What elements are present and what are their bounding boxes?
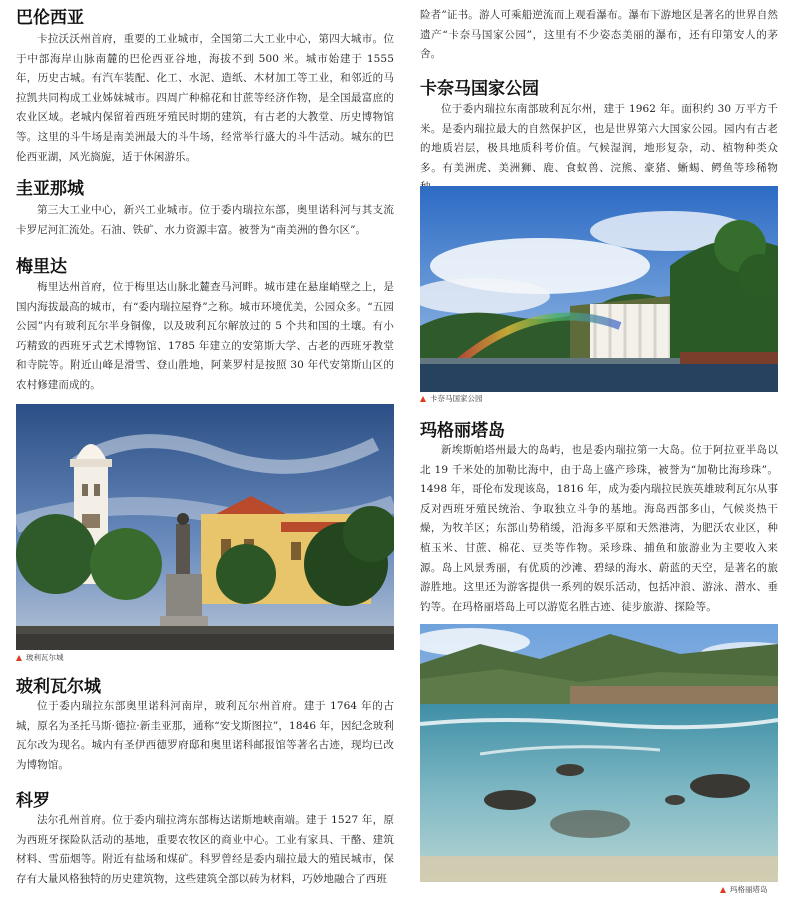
- photo-margarita: [420, 624, 778, 882]
- heading-valencia: 巴伦西亚: [16, 8, 84, 28]
- caption-marker-icon: [16, 655, 22, 661]
- caption-marker-icon: [720, 887, 726, 893]
- heading-canaima: 卡奈马国家公园: [420, 79, 539, 99]
- beach-illustration: [420, 624, 778, 882]
- paragraph-guayana: 第三大工业中心，新兴工业城市。位于委内瑞拉东部，奥里诺科河与其支流卡罗尼河汇流处。石油、铁矿、水力资源丰富。被誉为“南美洲的鲁尔区”。: [16, 204, 394, 236]
- paragraph-margarita: 新埃斯帕塔州最大的岛屿，也是委内瑞拉第一大岛。位于阿拉亚半岛以北 19 千米处的加勒比海中，由于岛上盛产珍珠，被誉为“加勒比海珍珠”。1498 年，哥伦布发现该岛，1816 年，成为委内瑞拉民族英雄玻利瓦尔从事反对西班牙殖民统治、争取独立斗争的基地。海岛西部多山，气候炎热干燥，为牧羊区；东部山势稍缓，沿海多平原和天然港湾，为肥沃农业区，种植玉米、甘蔗、棉花、豆类等作物。采珍珠、捕鱼和旅游业为主要收入来源。岛上风景秀丽，有优质的沙滩、碧绿的海水、蔚蓝的天空，是著名的旅游胜地。这里还为游客提供一系列的娱乐活动，包括冲浪、游泳、潜水、垂钓等。在玛格丽塔岛上可以游览名胜古迹、徒步旅游、探险等。: [420, 444, 778, 613]
- heading-margarita: 玛格丽塔岛: [420, 421, 505, 441]
- plaza-illustration: [16, 404, 394, 650]
- photo-canaima: [420, 186, 778, 392]
- caption-ciudad-bolivar: 玻利瓦尔城: [16, 652, 64, 664]
- heading-ciudad-bolivar: 玻利瓦尔城: [16, 677, 101, 697]
- caption-marker-icon: [420, 396, 426, 402]
- paragraph-coro: 法尔孔州首府。位于委内瑞拉湾东部梅达诺斯地峡南端。建于 1527 年，原为西班牙探险队活动的基地，重要农牧区的商业中心。工业有家具、干酪、建筑材料、雪茄烟等。附近有盐场和煤矿。科罗曾经是委内瑞拉最大的殖民城市，保存有大量风格独特的历史建筑物，这些建筑全部以砖为材料，巧妙地融合了西班: [16, 814, 394, 885]
- caption-margarita: 玛格丽塔岛: [720, 884, 768, 896]
- paragraph-ciudad-bolivar: 位于委内瑞拉东部奥里诺科河南岸，玻利瓦尔州首府。建于 1764 年的古城，原名为圣托马斯·德拉·新圭亚那，通称“安戈斯图拉”，1846 年，因纪念玻利瓦尔改为现名。城内有圣伊西德罗府邸和奥里诺科邮报馆等著名古迹，现均已改为博物馆。: [16, 700, 394, 771]
- paragraph-angel-falls-continued: 险者”证书。游人可乘船逆流而上观看瀑布。瀑布下游地区是著名的世界自然遗产“卡奈马国家公园”，这里有不少姿态美丽的瀑布，还有印第安人的茅舍。: [420, 9, 778, 61]
- paragraph-canaima: 位于委内瑞拉东南部玻利瓦尔州，建于 1962 年。面积约 30 万平方千米。是委内瑞拉最大的自然保护区，也是世界第六大国家公园。园内有古老的地质岩层，极具地质科考价值。气候湿润，地形复杂，动、植物种类众多。有美洲虎、美洲狮、鹿、食蚁兽、浣熊、豪猪、蜥蜴、鳄鱼等珍稀物: [420, 103, 778, 174]
- caption-canaima: 卡奈马国家公园: [420, 393, 483, 405]
- heading-merida: 梅里达: [16, 257, 67, 277]
- heading-coro: 科罗: [16, 791, 50, 811]
- photo-ciudad-bolivar: [16, 404, 394, 650]
- waterfall-illustration: [420, 186, 778, 392]
- paragraph-merida: 梅里达州首府，位于梅里达山脉北麓查马河畔。城市建在悬崖峭壁之上，是国内海拔最高的城市，有“委内瑞拉屋脊”之称。城市环境优美，公园众多。“五园公园”内有玻利瓦尔半身铜像，以及玻利瓦尔解放过的 5 个共和国的土壤。有小巧精致的西班牙式艺术博物馆、1785 年建立的安第斯大学、古老的西班牙教堂和寺院等。附近山峰是滑雪、登山胜地，阿莱罗村是按照 30 年代安第斯山区的农村修建而成的。: [16, 281, 394, 391]
- paragraph-valencia: 卡拉沃沃州首府，重要的工业城市，全国第二大工业中心，第四大城市。位于中部海岸山脉南麓的巴伦西亚谷地，海拔不到 500 米。城市始建于 1555 年，历史古城。有汽车装配、化工、水泥、造纸、木材加工等工业，和邻近的马拉凯共同构成工业姊妹城市。四周广种棉花和甘蔗等经济作物，是全国最富庶的农业区域。老城内保留着西班牙殖民时期的建筑，有古老的大教堂、历史博物馆等。这里的斗牛场是南美洲最大的斗牛场，经常举行盛大的斗牛活动。城东的巴伦西亚湖，风光旖旎，适于休闲游乐。: [16, 33, 394, 163]
- heading-guayana: 圭亚那城: [16, 179, 84, 199]
